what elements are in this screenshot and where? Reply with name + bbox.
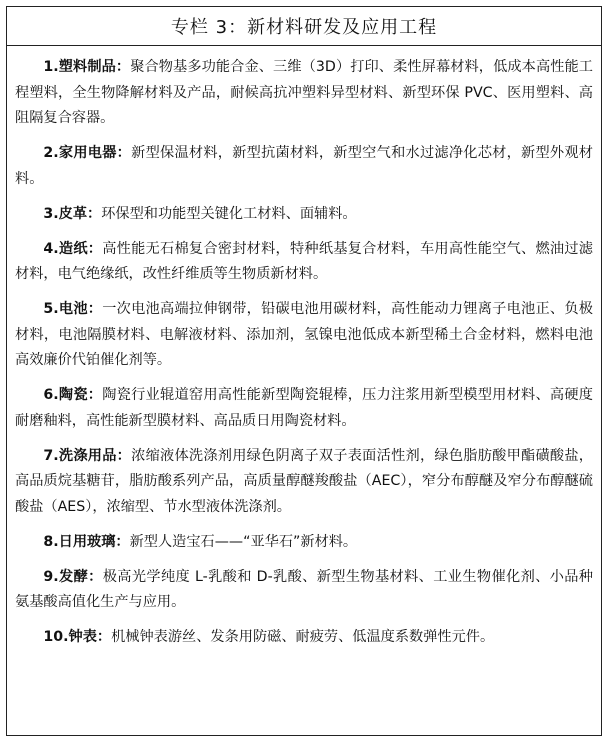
item-glass	[15, 530, 593, 556]
column-content	[7, 46, 601, 651]
item-clocks	[15, 625, 593, 651]
item-text: 新型保温材料，新型抗菌材料，新型空气和水过滤净化芯材，新型外观材料。	[15, 145, 593, 187]
item-label: 1.塑料制品：	[43, 59, 131, 75]
item-text: 环保型和功能型关键化工材料、面辅料。	[101, 205, 357, 222]
item-label: 6.陶瓷：	[43, 387, 103, 403]
item-text: 浓缩液体洗涤剂用绿色阴离子双子表面活性剂，绿色脂肪酸甲酯磺酸盐，高品质烷基糖苷，脂肪酸系列产品，高质量醇醚羧酸盐（AEC），窄分布醇醚及窄分布醇醚硫酸盐（AES），浓缩型、节水型液体洗涤剂。	[15, 447, 593, 515]
item-label: 8.日用玻璃：	[43, 533, 130, 550]
item-leather	[15, 202, 593, 228]
item-label: 2.家用电器：	[43, 145, 132, 161]
title-row	[7, 7, 601, 46]
item-battery	[15, 297, 593, 374]
item-paper	[15, 237, 593, 288]
item-label: 3.皮革：	[43, 205, 102, 222]
item-label: 9.发酵：	[43, 568, 103, 585]
item-label: 4.造纸：	[43, 240, 103, 257]
item-text: 高性能无石棉复合密封材料，特种纸基复合材料，车用高性能空气、燃油过滤材料，电气绝缘纸，改性纤维质等生物质新材料。	[15, 240, 593, 282]
item-label: 7.洗涤用品：	[43, 447, 132, 464]
item-appliances	[15, 141, 593, 192]
column-box	[6, 6, 602, 736]
item-fermentation	[15, 565, 593, 616]
item-text: 聚合物基多功能合金、三维（3D）打印、柔性屏幕材料，低成本高性能工程塑料，全生物降解材料及产品，耐候高抗冲塑料异型材料、新型环保 PVC、医用塑料、高阻隔复合容器。	[15, 59, 593, 126]
item-text: 极高光学纯度 L-乳酸和 D-乳酸、新型生物基材料、工业生物催化剂、小品种氨基酸高值化生产与应用。	[15, 568, 593, 610]
item-plastics	[15, 55, 593, 132]
item-text: 一次电池高端拉伸钢带，铅碳电池用碳材料，高性能动力锂离子电池正、负极材料，电池隔膜材料、电解液材料、添加剂，氢镍电池低成本新型稀土合金材料，燃料电池高效廉价代铂催化剂等。	[15, 301, 593, 368]
item-ceramics	[15, 383, 593, 434]
column-title: 专栏 3：新材料研发及应用工程	[170, 17, 438, 38]
item-label: 5.电池：	[43, 301, 103, 317]
item-text: 新型人造宝石——“亚华石”新材料。	[129, 533, 358, 550]
item-detergents	[15, 444, 593, 521]
item-text: 陶瓷行业辊道窑用高性能新型陶瓷辊棒，压力注浆用新型模型用材料、高硬度耐磨釉料，高性能新型膜材料、高品质日用陶瓷材料。	[15, 387, 593, 429]
item-text: 机械钟表游丝、发条用防磁、耐疲劳、低温度系数弹性元件。	[111, 629, 495, 645]
item-label: 10.钟表：	[43, 629, 112, 645]
